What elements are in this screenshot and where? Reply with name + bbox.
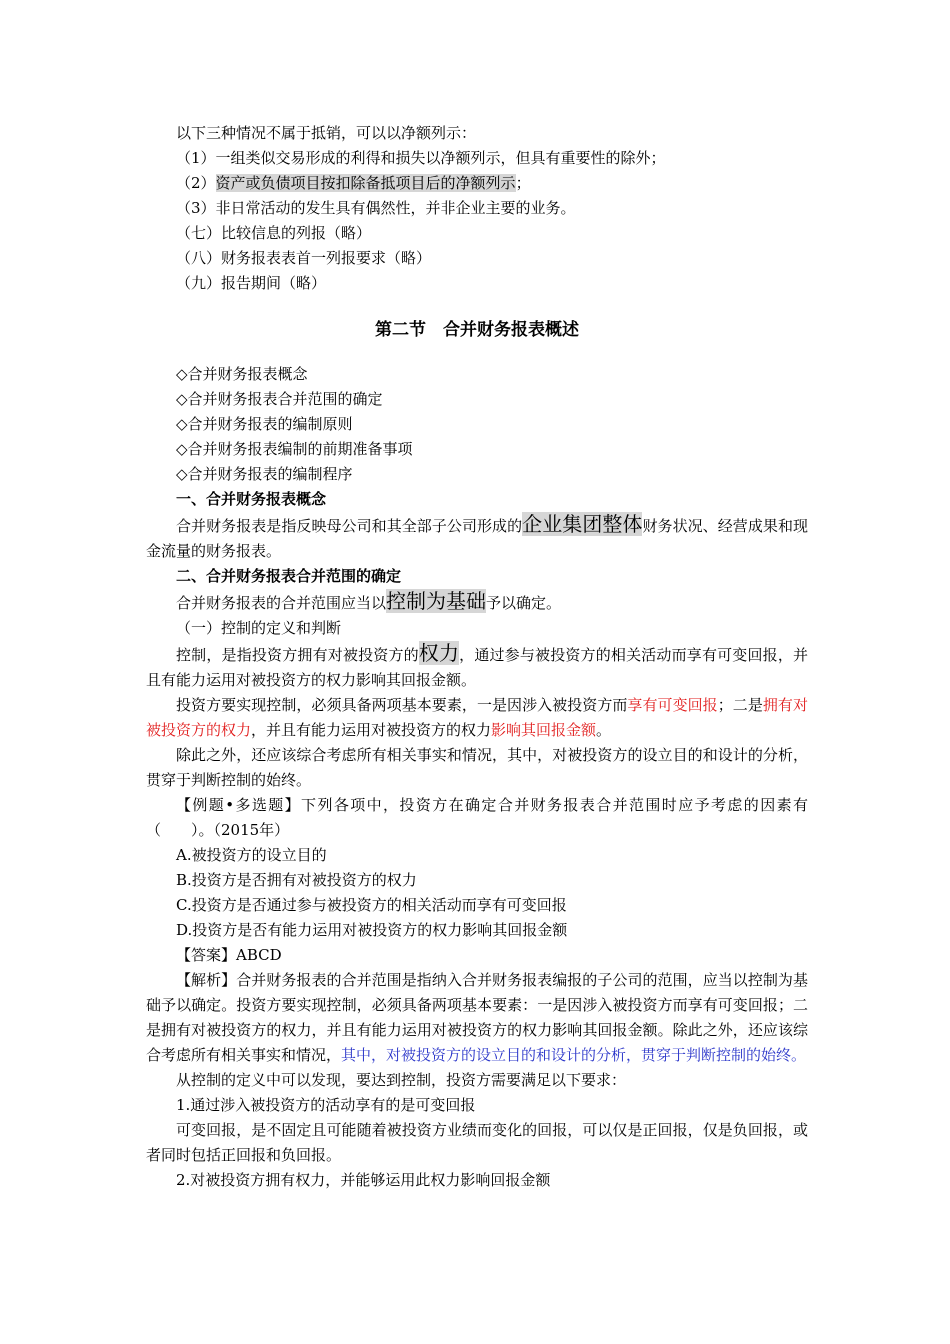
explanation: [146, 968, 808, 1068]
text-run: ；二是: [717, 696, 763, 714]
red-text: 享有可变回报: [627, 696, 718, 714]
item-2-num: （2）: [176, 174, 216, 192]
subsection-7: （七）比较信息的列报（略）: [176, 224, 372, 242]
paragraph-two-elements: [146, 693, 808, 743]
highlight-control-basis: 控制为基础: [386, 589, 487, 613]
item-2-end: ；: [515, 174, 531, 192]
text-run: 合并财务报表的合并范围应当以: [176, 594, 387, 612]
item-3: （3）非日常活动的发生具有偶然性，并非企业主要的业务。: [176, 199, 576, 217]
subsection-8: （八）财务报表表首一列报要求（略）: [176, 249, 432, 267]
heading-1: 一、合并财务报表概念: [176, 490, 327, 508]
text-run: 投资方要实现控制，必须具备两项基本要素，一是因涉入被投资方而: [176, 696, 628, 714]
item-2-highlight: 资产或负债项目按扣除备抵项目后的净额列示: [215, 174, 516, 192]
bullet-item: ◇合并财务报表编制的前期准备事项: [176, 440, 413, 458]
subheading-control: （一）控制的定义和判断: [176, 619, 342, 637]
heading-2: 二、合并财务报表合并范围的确定: [176, 567, 402, 585]
paragraph-other-facts: 除此之外，还应该综合考虑所有相关事实和情况，其中，对被投资方的设立目的和设计的分析，贯穿于判断控制的始终。: [146, 746, 808, 789]
text-run: 合并财务报表的合并范围是指纳入合并财务报表编报的子公司的范围，应当以控制为基础予以确定。投资方要实现控制，必须具备两项基本要素：一是因涉入被投资方而享有可变回报；二是拥有对被投资方的权力，并且有能力运用对被投资方的权力影响其回报金额。除此之外，还应该综合考虑所有相关事实和情况，: [146, 971, 808, 1064]
paragraph-definition: [146, 512, 808, 564]
highlight-power: 权力: [418, 641, 460, 665]
explanation-label: 【解析】: [176, 971, 237, 989]
text-run: 。: [596, 721, 612, 739]
text-run: 予以确定。: [486, 594, 562, 612]
bullet-item: ◇合并财务报表的编制原则: [176, 415, 353, 433]
paragraph-variable-return: 可变回报，是不固定且可能随着被投资方业绩而变化的回报，可以仅是正回报，仅是负回报，或者同时包括正回报和负回报。: [146, 1121, 808, 1164]
item-2: [146, 171, 808, 196]
example-text: 下列各项中，投资方在确定合并财务报表合并范围时应予考虑的因素有（ ）。（2015年）: [146, 796, 808, 839]
text-run: 控制，是指投资方拥有对被投资方的: [176, 646, 419, 664]
requirement-1: 1.通过涉入被投资方的活动享有的是可变回报: [176, 1096, 476, 1114]
section-title: 第二节 合并财务报表概述: [375, 320, 579, 340]
document-body: [146, 121, 808, 1193]
option-d: D.投资方是否有能力运用对被投资方的权力影响其回报金额: [176, 921, 568, 939]
text-run: ，并且有能力运用对被投资方的权力: [251, 721, 492, 739]
highlight-group-entity: 企业集团整体: [522, 512, 643, 536]
example-label: 【例题•多选题】: [176, 796, 302, 814]
bullet-item: ◇合并财务报表的编制程序: [176, 465, 353, 483]
intro-line: 以下三种情况不属于抵销，可以以净额列示：: [176, 124, 477, 142]
subsection-9: （九）报告期间（略）: [176, 274, 327, 292]
red-text: 影响其回报金额: [491, 721, 597, 739]
option-b: B.投资方是否拥有对被投资方的权力: [176, 871, 417, 889]
bullet-item: ◇合并财务报表概念: [176, 365, 308, 383]
example-question: [146, 793, 808, 843]
option-a: A.被投资方的设立目的: [176, 846, 327, 864]
paragraph-scope: [146, 589, 808, 616]
paragraph-requirements: 从控制的定义中可以发现，要达到控制，投资方需要满足以下要求：: [176, 1071, 627, 1089]
blue-text: 其中，对被投资方的设立目的和设计的分析，贯穿于判断控制的始终。: [341, 1046, 807, 1064]
paragraph-control-definition: [146, 641, 808, 693]
bullet-item: ◇合并财务报表合并范围的确定: [176, 390, 383, 408]
answer: 【答案】ABCD: [176, 946, 282, 964]
requirement-2: 2.对被投资方拥有权力，并能够运用此权力影响回报金额: [176, 1171, 551, 1189]
red-text: 拥有对被投资方的权力: [146, 696, 808, 739]
text-run: 合并财务报表是指反映母公司和其全部子公司形成的: [176, 517, 523, 535]
option-c: C.投资方是否通过参与被投资方的相关活动而享有可变回报: [176, 896, 567, 914]
text-run: 财务状况、经营成果和现金流量的财务报表。: [146, 517, 808, 560]
item-1: （1）一组类似交易形成的利得和损失以净额列示，但具有重要性的除外；: [176, 149, 666, 167]
text-run: ，通过参与被投资方的相关活动而享有可变回报，并且有能力运用对被投资方的权力影响其回报金额。: [146, 646, 808, 689]
